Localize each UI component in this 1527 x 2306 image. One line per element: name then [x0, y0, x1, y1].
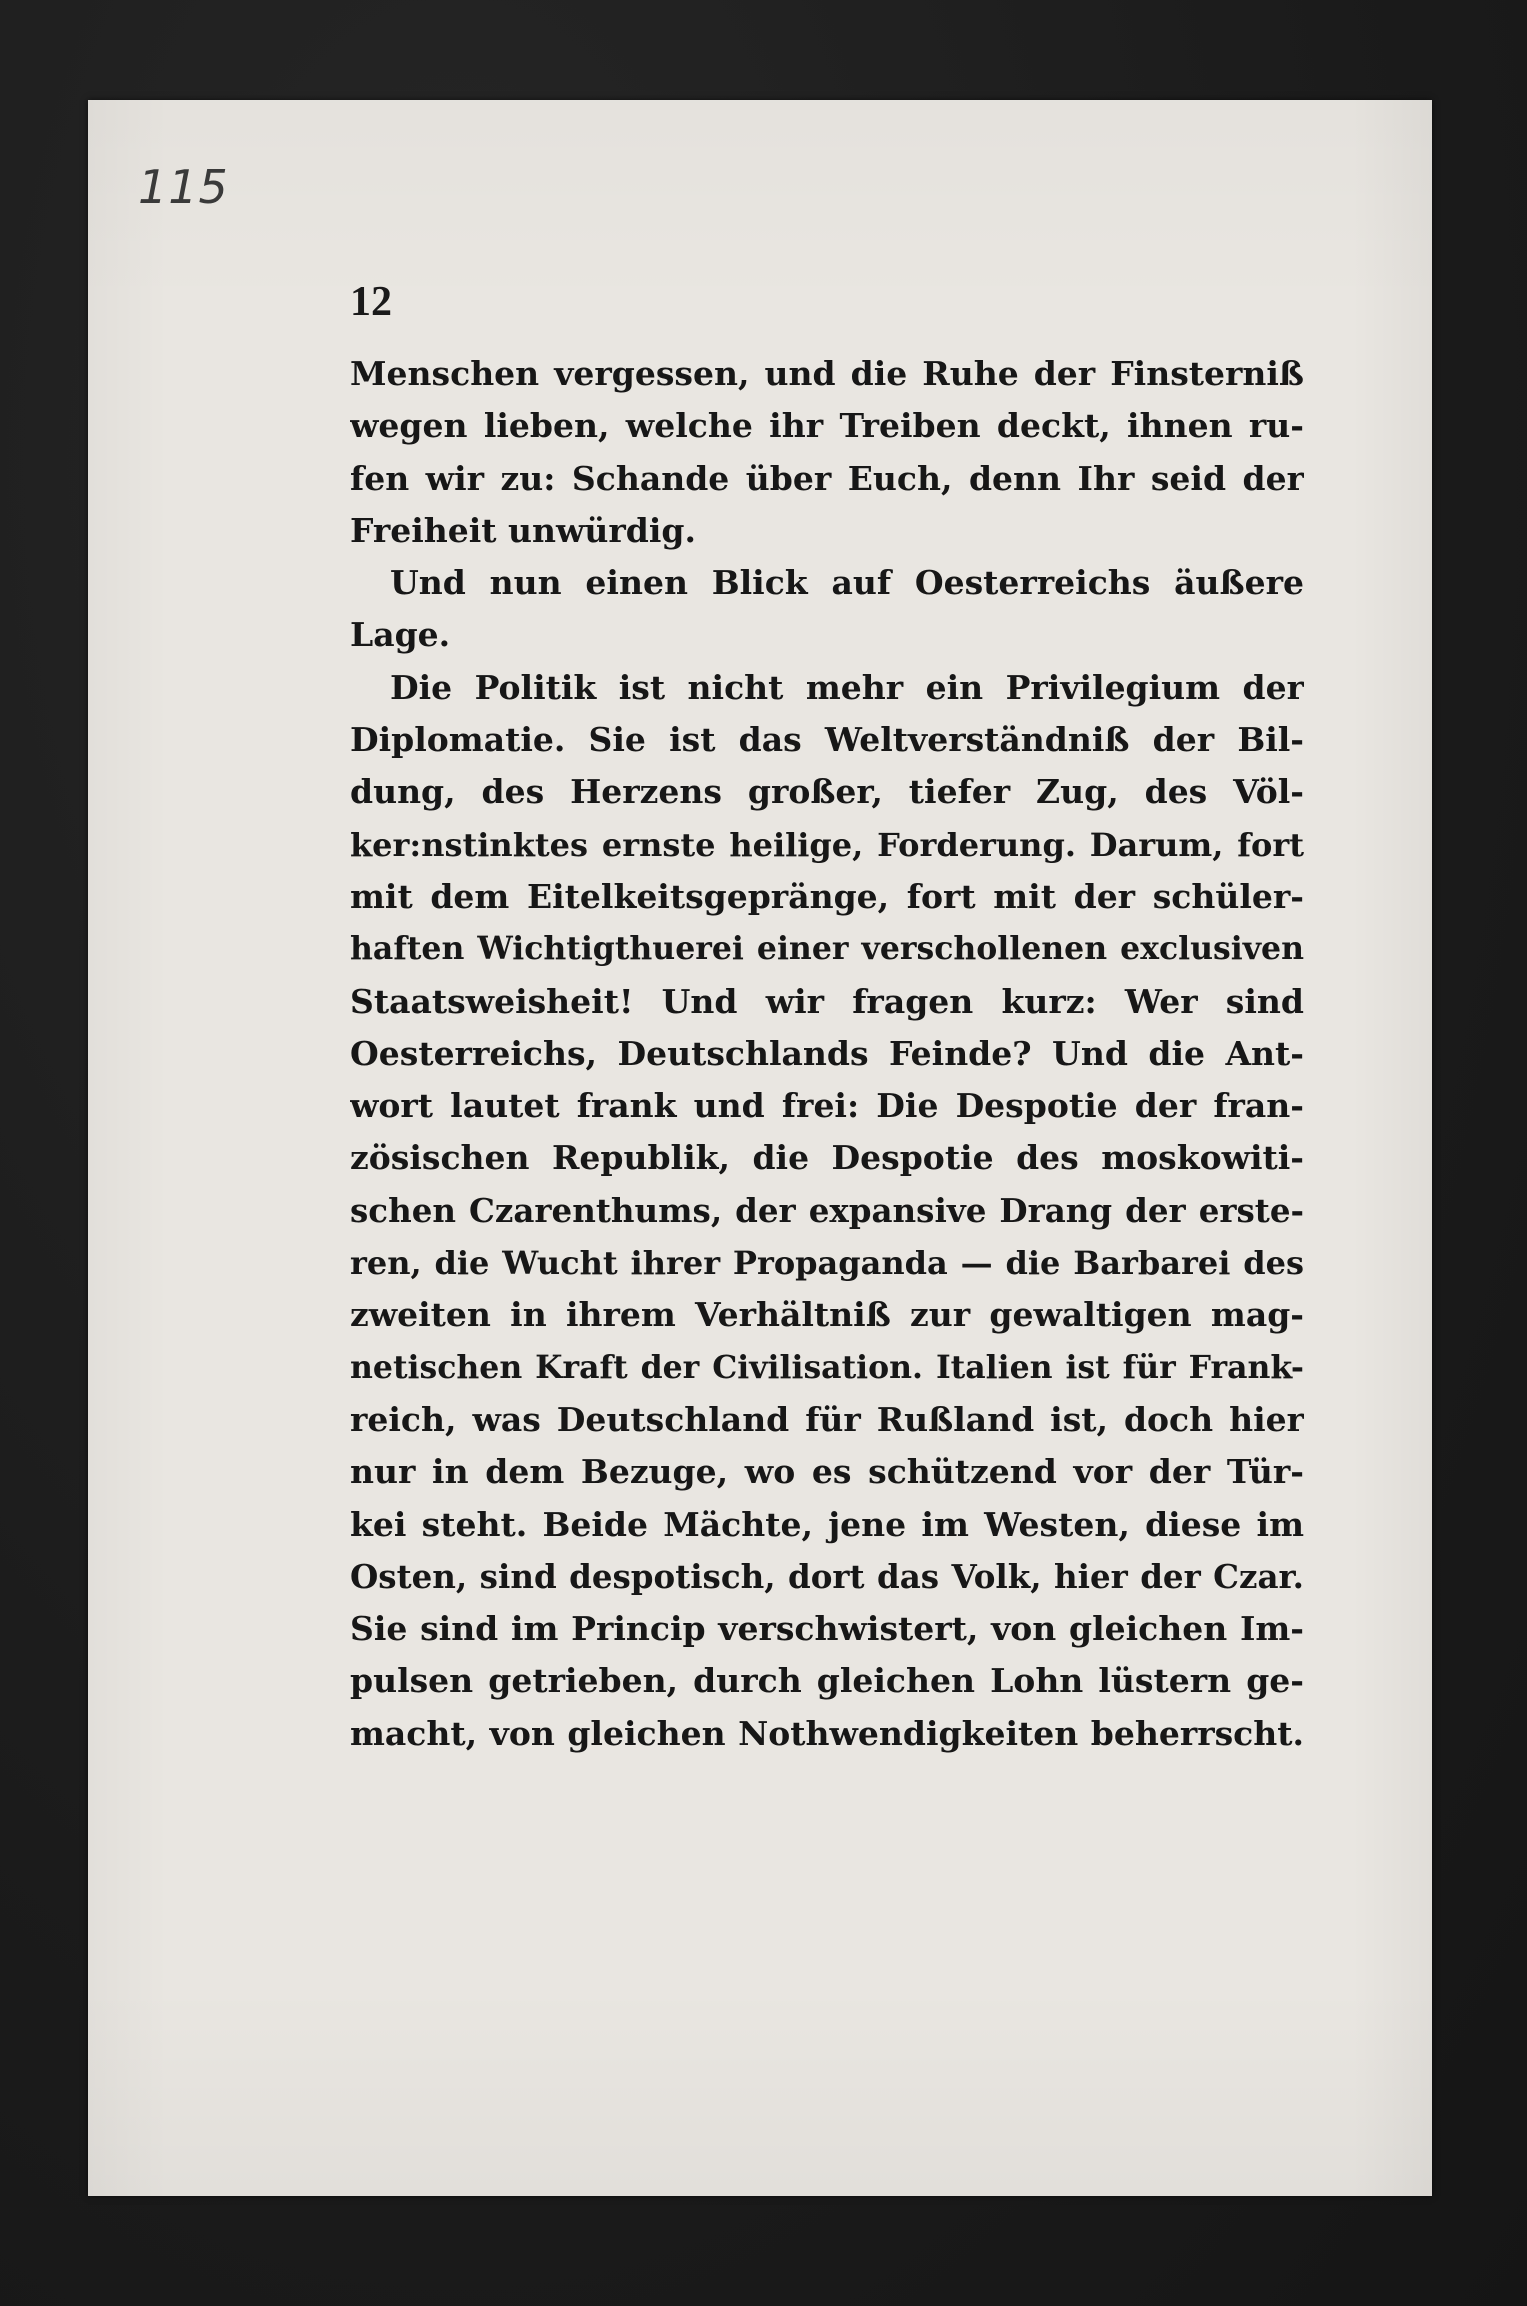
body-text [350, 348, 1304, 1760]
text-line: Sie sind im Princip verschwistert, von gleichen Im- [350, 1609, 1304, 1649]
text-line: Lage. [350, 615, 451, 655]
text-line: nur in dem Bezuge, wo es schützend vor der Tür- [350, 1452, 1304, 1492]
text-line: zösischen Republik, die Despotie des moskowiti- [350, 1138, 1304, 1178]
text-line: zweiten in ihrem Verhältniß zur gewaltigen mag- [350, 1295, 1304, 1335]
text-line: macht, von gleichen Nothwendigkeiten beherrscht. [350, 1713, 1304, 1753]
text-line: ker:nstinktes ernste heilige, Forderung. Darum, fort [350, 825, 1304, 864]
text-line: haften Wichtigthuerei einer verschollenen exclusiven [350, 930, 1304, 968]
text-line: Die Politik ist nicht mehr ein Privilegium der [390, 667, 1304, 707]
text-line: ren, die Wucht ihrer Propaganda — die Barbarei des [350, 1244, 1304, 1283]
text-line: fen wir zu: Schande über Euch, denn Ihr seid der [350, 458, 1304, 498]
page-number: 12 [350, 279, 392, 325]
text-line: Diplomatie. Sie ist das Weltverständniß der Bil- [350, 720, 1304, 760]
text-line: mit dem Eitelkeitsgepränge, fort mit der schüler- [350, 876, 1304, 916]
text-line: Staatsweisheit! Und wir fragen kurz: Wer sind [350, 981, 1304, 1021]
text-line: netischen Kraft der Civilisation. Italien ist für Frank- [350, 1348, 1304, 1386]
text-line: reich, was Deutschland für Rußland ist, doch hier [350, 1399, 1304, 1439]
text-line: Freiheit unwürdig. [350, 510, 696, 550]
text-line: Oesterreichs, Deutschlands Feinde? Und die Ant- [350, 1033, 1304, 1073]
handwritten-archive-number: 115 [138, 160, 229, 214]
text-line: Osten, sind despotisch, dort das Volk, hier der Czar. [350, 1556, 1304, 1596]
text-line: Menschen vergessen, und die Ruhe der Finsterniß [350, 354, 1304, 393]
text-line: wort lautet frank und frei: Die Despotie der fran- [350, 1086, 1304, 1126]
text-line: schen Czarenthums, der expansive Drang der erste- [350, 1190, 1304, 1230]
document-page [88, 100, 1432, 2196]
text-line: kei steht. Beide Mächte, jene im Westen, diese im [350, 1504, 1304, 1544]
text-line: Und nun einen Blick auf Oesterreichs äußere [390, 563, 1304, 603]
text-line: wegen lieben, welche ihr Treiben deckt, ihnen ru- [350, 406, 1304, 446]
text-line: dung, des Herzens großer, tiefer Zug, des Völ- [350, 772, 1304, 812]
text-line: pulsen getrieben, durch gleichen Lohn lüstern ge- [350, 1661, 1304, 1701]
